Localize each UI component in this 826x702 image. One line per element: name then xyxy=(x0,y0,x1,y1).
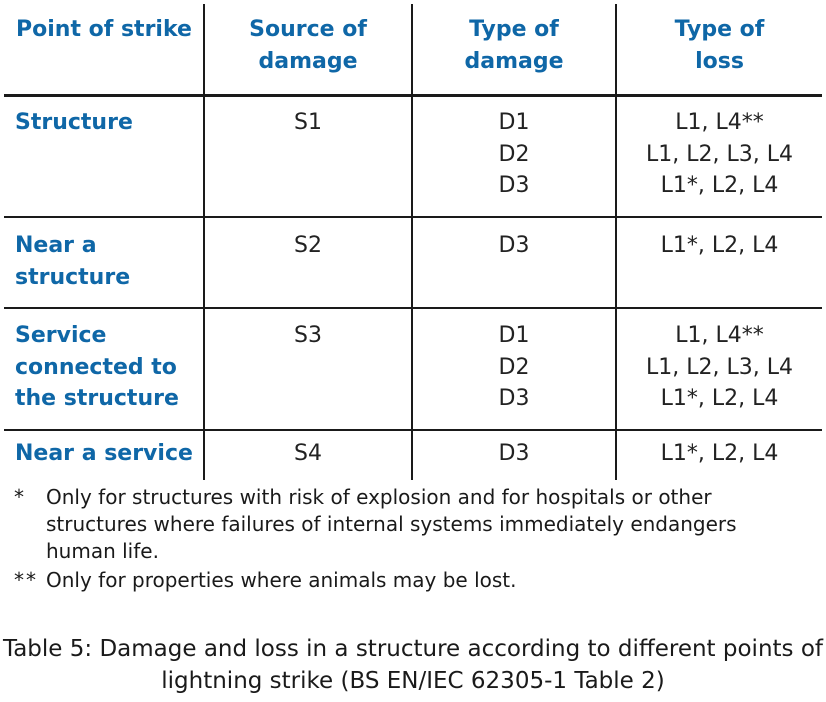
footnote-double-asterisk xyxy=(14,567,804,594)
footnote-mark: ** xyxy=(14,568,38,592)
row-point-service-connected: Service connected to the structure xyxy=(15,323,179,411)
table-caption: Table 5: Damage and loss in a structure according to different points of lightning strike (BS EN/IEC 62305-1 Table 2) xyxy=(2,636,824,694)
row-source-s1: S1 xyxy=(294,110,322,135)
row-loss-1: L1, L4** L1, L2, L3, L4 L1*, L2, L4 xyxy=(646,110,793,198)
row-damage-2: D3 xyxy=(498,233,530,258)
row-source-s4: S4 xyxy=(294,441,322,466)
footnote-text: Only for structures with risk of explosion and for hospitals or other structures where failures of internal systems immediately endangers human life. xyxy=(46,485,737,563)
footnote-single-asterisk xyxy=(14,484,804,565)
row-point-near-structure: Near a structure xyxy=(15,233,131,290)
header-type-of-damage: Type of damage xyxy=(464,17,564,74)
row-loss-3: L1, L4** L1, L2, L3, L4 L1*, L2, L4 xyxy=(646,323,793,411)
row-rule-2 xyxy=(4,307,822,309)
header-rule xyxy=(4,94,822,97)
row-rule-3 xyxy=(4,429,822,431)
footnote-mark: * xyxy=(14,485,26,509)
row-damage-1: D1 D2 D3 xyxy=(498,110,530,198)
footnote-text: Only for properties where animals may be lost. xyxy=(46,568,517,592)
row-point-structure: Structure xyxy=(15,110,133,135)
header-point-of-strike: Point of strike xyxy=(16,17,192,42)
row-point-near-service: Near a service xyxy=(15,441,193,466)
row-rule-1 xyxy=(4,216,822,218)
header-source-of-damage: Source of damage xyxy=(249,17,367,74)
row-source-s2: S2 xyxy=(294,233,322,258)
row-damage-3: D1 D2 D3 xyxy=(498,323,530,411)
row-loss-2: L1*, L2, L4 xyxy=(660,233,779,258)
row-source-s3: S3 xyxy=(294,323,322,348)
row-loss-4: L1*, L2, L4 xyxy=(660,441,779,466)
row-damage-4: D3 xyxy=(498,441,530,466)
header-type-of-loss: Type of loss xyxy=(674,17,765,74)
